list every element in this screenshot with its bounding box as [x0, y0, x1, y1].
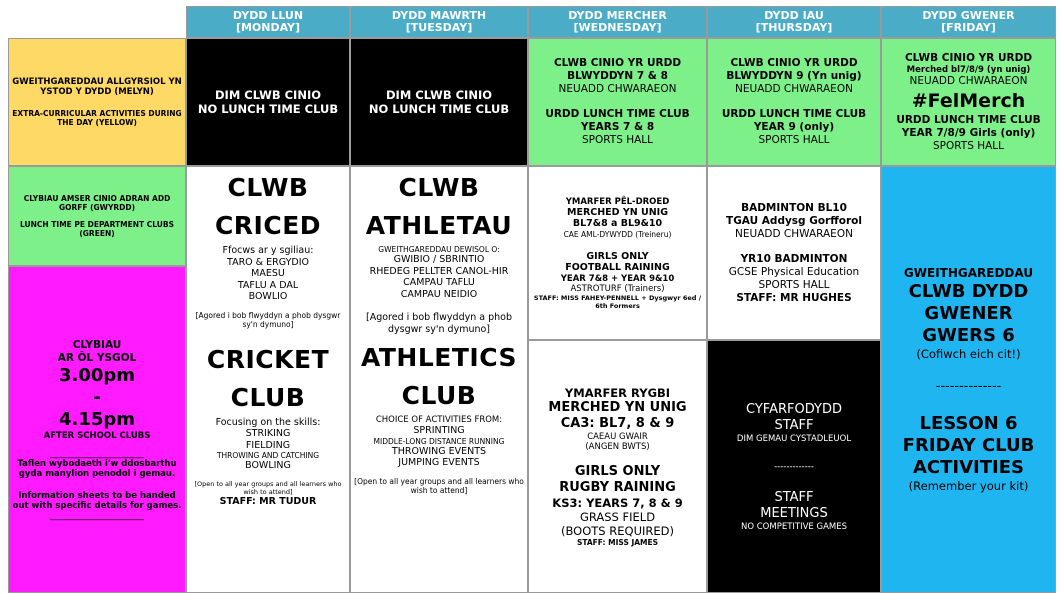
club-title: CLUB [401, 381, 477, 410]
no-lunch-club-english: NO LUNCH TIME CLUB [197, 102, 339, 116]
header-friday [881, 6, 1056, 38]
activity-title: YMARFER PÊL-DROED [565, 196, 670, 207]
row-label-welsh: CLYBIAU AMSER CINIO ADRAN ADD GORFF (GWYRDD) [23, 194, 171, 212]
activities-heading: GWEITHGAREDDAU DEWISOL O: [378, 245, 500, 254]
club-title: CLWB [227, 173, 309, 202]
venue: CAEAU GWAIR [587, 432, 648, 442]
activity-group: MERCHED YN UNIG [567, 206, 668, 218]
divider: ______________________ [50, 448, 144, 459]
header-tuesday [350, 6, 528, 38]
skills-heading: Ffocws ar y sgiliau: [222, 245, 314, 256]
activity-title: FOOTBALL RAINING [565, 262, 670, 273]
year-groups: BL7&8 a BL9&10 [572, 218, 663, 229]
friday-club-welsh: GWERS 6 [922, 324, 1015, 346]
venue: SPORTS HALL [758, 278, 830, 291]
header-day-english: [TUESDAY] [405, 21, 473, 34]
after-school-dash: - [93, 386, 101, 408]
divider: ------------- [774, 461, 814, 472]
activity-title: BADMINTON BL10 [741, 201, 847, 214]
venue: NEUADD CHWARAEON [735, 227, 853, 240]
row-label-after-school [8, 266, 186, 593]
venue: GRASS FIELD [579, 510, 656, 524]
club-name: URDD LUNCH TIME CLUB [721, 108, 867, 120]
skill-item: BOWLING [245, 460, 291, 471]
open-note: [Agored i bob flwyddyn a phob dysgwr sy'n dymuno] [195, 310, 341, 329]
tuesday-lunch-cell [350, 38, 528, 166]
friday-club-welsh: CLWB DYDD [908, 280, 1029, 302]
activity-group: GIRLS ONLY [586, 250, 649, 262]
kit-reminder-english: (Remember your kit) [908, 478, 1029, 493]
header-day-label: DYDD LLUN [232, 9, 304, 22]
venue: NEUADD CHWARAEON [909, 74, 1028, 87]
equipment-note: (BOOTS REQUIRED) [561, 524, 674, 538]
activity-item: JUMPING EVENTS [398, 457, 480, 468]
year-groups: Merched bl7/8/9 (yn unig) [906, 64, 1031, 75]
row-label-welsh: GWEITHGAREDDAU ALLGYRSIOL YN YSTOD Y DYDD (MELYN) [12, 77, 182, 97]
header-day-label: DYDD MERCHER [568, 9, 667, 22]
activity-group: GIRLS ONLY [574, 464, 661, 479]
open-note: [Open to all year groups and all learners who wish to attend] [354, 476, 524, 495]
monday-cricket-cell [186, 166, 350, 593]
staff-name: STAFF: MR HUGHES [736, 291, 852, 304]
header-day-english: [THURSDAY] [755, 21, 833, 34]
open-note: [Agored i bob flwyddyn a phob dysgwr sy'n dymuno] [365, 312, 513, 335]
activity-item: GWIBIO / SBRINTIO [393, 254, 485, 265]
activity-group: MERCHED YN UNIG [548, 400, 687, 415]
club-name: URDD LUNCH TIME CLUB [545, 108, 690, 120]
year-groups: BLWYDDYN 9 (Yn unig) [726, 70, 862, 82]
header-day-label: DYDD GWENER [922, 9, 1015, 22]
friday-club-english: FRIDAY CLUB [902, 434, 1035, 456]
club-title: CLUB [230, 382, 306, 412]
year-groups: CA3: BL7, 8 & 9 [560, 416, 675, 431]
club-name: CLWB CINIO YR URDD [904, 51, 1033, 64]
club-title: ATHLETICS [360, 343, 518, 372]
after-school-line2: AR ÔL YSGOL [57, 351, 137, 364]
activity-title: YMARFER RYGBI [564, 386, 671, 400]
club-title: CRICKET [206, 344, 330, 374]
meeting-title: STAFF [774, 417, 814, 433]
info-sheet-english: Information sheets to be handed out with specific details for games. [12, 490, 182, 511]
thursday-badminton-cell [707, 166, 881, 340]
year-groups: YEAR 9 (only) [753, 121, 835, 133]
header-day-label: DYDD IAU [764, 9, 824, 22]
club-name: CLWB CINIO YR URDD [730, 57, 858, 69]
friday-lunch-cell [881, 38, 1056, 166]
header-wednesday [528, 6, 707, 38]
year-groups: YEARS 7 & 8 [580, 121, 655, 133]
activity-item: CAMPAU NEIDIO [400, 288, 478, 300]
no-lunch-club-welsh: DIM CLWB CINIO [386, 88, 492, 102]
venue: NEUADD CHWARAEON [735, 83, 853, 95]
wednesday-rugby-cell [528, 340, 707, 593]
activity-item: SPRINTING [413, 425, 465, 436]
course-name: GCSE Physical Education [728, 265, 860, 278]
wednesday-lunch-cell [528, 38, 707, 166]
row-label-lunch-clubs [8, 166, 186, 266]
activities-heading: CHOICE OF ACTIVITIES FROM: [375, 415, 503, 425]
header-day-label: DYDD MAWRTH [391, 9, 487, 22]
row-label-english: LUNCH TIME PE DEPARTMENT CLUBS (GREEN) [20, 220, 174, 238]
after-school-end-time: 4.15pm [58, 408, 136, 430]
thursday-lunch-cell [707, 38, 881, 166]
activity-title: YR10 BADMINTON [740, 252, 848, 265]
meeting-title: CYFARFODYDD [746, 401, 842, 417]
skill-item: MAESU [251, 268, 285, 279]
venue: ASTROTURF (Trainers) [570, 283, 665, 294]
meeting-note: NO COMPETITIVE GAMES [741, 521, 847, 532]
skill-item: STRIKING [245, 428, 291, 439]
tuesday-athletics-cell [350, 166, 528, 593]
header-monday [186, 6, 350, 38]
header-thursday [707, 6, 881, 38]
venue: SPORTS HALL [933, 139, 1004, 152]
venue: NEUADD CHWARAEON [558, 83, 677, 95]
skill-item: TAFLU A DAL [237, 279, 299, 291]
club-title: CRICED [214, 211, 322, 240]
wednesday-football-cell [528, 166, 707, 340]
year-groups: KS3: YEARS 7, 8 & 9 [552, 496, 683, 510]
club-name: URDD LUNCH TIME CLUB [896, 113, 1041, 126]
friday-activities-welsh: GWEITHGAREDDAU [903, 266, 1034, 281]
staff-name: STAFF: MR TUDUR [219, 495, 317, 507]
staff-name: STAFF: MISS JAMES [576, 538, 659, 547]
skills-heading: Focusing on the skills: [215, 416, 321, 428]
after-school-english: AFTER SCHOOL CLUBS [43, 430, 151, 441]
no-lunch-club-english: NO LUNCH TIME CLUB [368, 102, 510, 116]
header-day-english: [FRIDAY] [941, 21, 996, 34]
staff-name: STAFF: MISS FAHEY-PENNELL + Dysgwyr 6ed / 6th Formers [533, 293, 702, 310]
meeting-title: MEETINGS [760, 505, 828, 521]
friday-club-english: ACTIVITIES [913, 456, 1024, 478]
after-school-start-time: 3.00pm [58, 364, 136, 386]
divider: ______________________ [50, 510, 144, 521]
equipment-note: (ANGEN BWTS) [585, 442, 650, 452]
activity-item: MIDDLE-LONG DISTANCE RUNNING [373, 436, 505, 446]
open-note: [Open to all year groups and all learners who wish to attend] [194, 479, 342, 496]
skill-item: THROWING AND CATCHING [216, 451, 320, 460]
skill-item: BOWLIO [248, 291, 288, 302]
header-day-english: [MONDAY] [235, 21, 301, 34]
activity-item: RHEDEG PELLTER CANOL-HIR [369, 265, 509, 277]
header-day-english: [WEDNESDAY] [573, 21, 662, 34]
club-title: CLWB [398, 173, 480, 202]
divider: -------------- [935, 378, 1002, 394]
monday-lunch-cell [186, 38, 350, 166]
kit-reminder-welsh: (Cofiwch eich cit!) [916, 346, 1021, 361]
skill-item: TARO & ERGYDIO [227, 256, 309, 268]
friday-club-english: LESSON 6 [919, 412, 1018, 434]
meeting-title: STAFF [774, 489, 814, 505]
club-title: ATHLETAU [365, 211, 513, 240]
row-label-extra-curricular [8, 38, 186, 166]
year-groups: YEAR 7/8/9 Girls (only) [901, 126, 1036, 139]
venue: SPORTS HALL [582, 134, 653, 146]
thursday-staff-meetings-cell [707, 340, 881, 593]
club-name: CLWB CINIO YR URDD [553, 57, 682, 69]
row-label-english: EXTRA-CURRICULAR ACTIVITIES DURING THE DAY (YELLOW) [12, 109, 182, 127]
no-lunch-club-welsh: DIM CLWB CINIO [215, 88, 321, 102]
friday-club-welsh: GWENER [924, 302, 1013, 324]
activity-title: RUGBY RAINING [559, 480, 676, 495]
course-name: TGAU Addysg Gorfforol [726, 214, 862, 227]
meeting-note: DIM GEMAU CYSTADLEUOL [736, 433, 852, 444]
friday-lesson6-cell [881, 166, 1056, 593]
venue: SPORTS HALL [758, 134, 830, 146]
venue: CAE AML-DYWYDD (Treineru) [563, 229, 672, 239]
year-groups: BLWYDDYN 7 & 8 [567, 70, 668, 82]
year-groups: YEAR 7&8 + YEAR 9&10 [560, 273, 675, 284]
activity-item: THROWING EVENTS [391, 445, 487, 457]
info-sheet-welsh: Taflen wybodaeth i'w ddosbarthu gyda manylion penodol i gemau. [17, 458, 177, 479]
hashtag: #FelMerch [911, 89, 1026, 112]
skill-item: FIELDING [245, 439, 291, 451]
after-school-line1: CLYBIAU [72, 338, 122, 351]
activity-item: CAMPAU TAFLU [403, 277, 475, 288]
